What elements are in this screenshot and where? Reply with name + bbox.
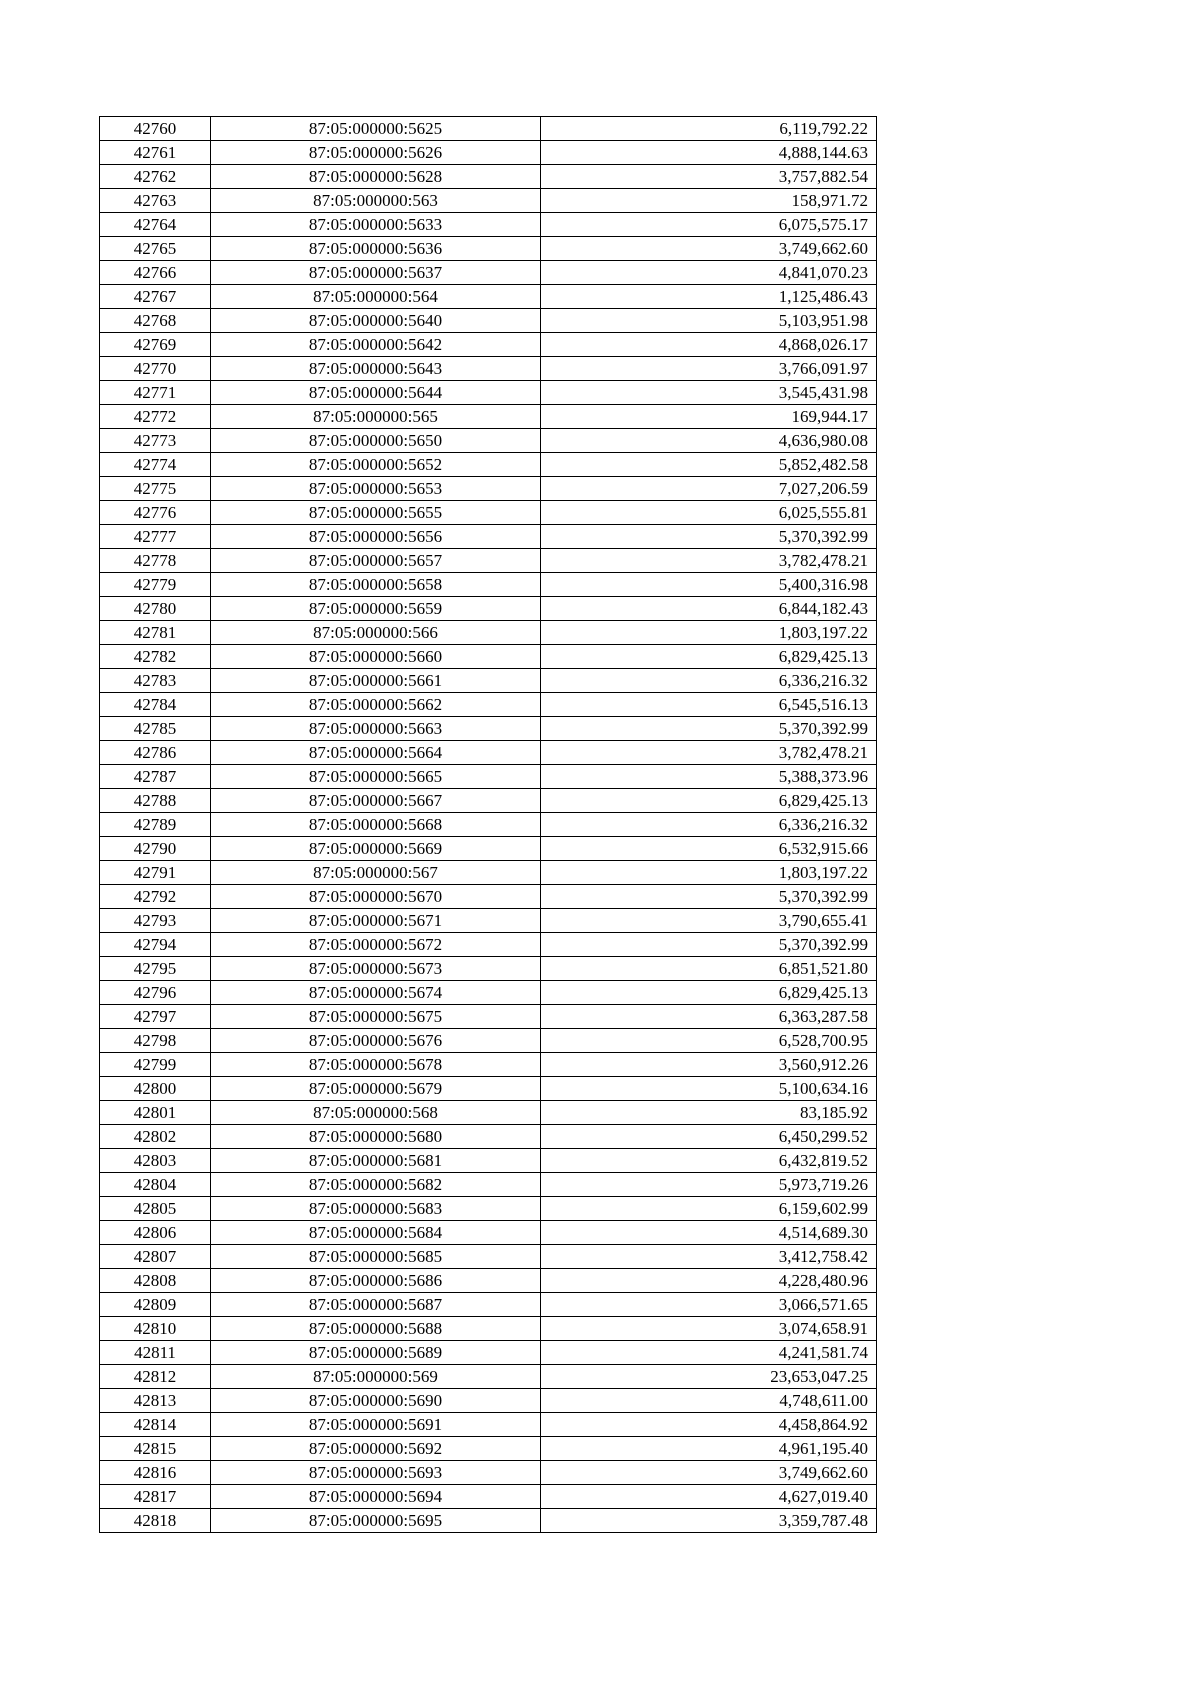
value-cell: 6,829,425.13: [541, 789, 877, 813]
row-number-cell: 42804: [100, 1173, 211, 1197]
cadastral-number-cell: 87:05:000000:5661: [211, 669, 541, 693]
value-cell: 5,388,373.96: [541, 765, 877, 789]
cadastral-number-cell: 87:05:000000:5658: [211, 573, 541, 597]
table-row: [100, 981, 877, 1005]
table-row: [100, 309, 877, 333]
value-cell: 4,888,144.63: [541, 141, 877, 165]
table-row: [100, 165, 877, 189]
cadastral-number-cell: 87:05:000000:5680: [211, 1125, 541, 1149]
row-number-cell: 42793: [100, 909, 211, 933]
value-cell: 4,868,026.17: [541, 333, 877, 357]
table-row: [100, 573, 877, 597]
table-row: [100, 741, 877, 765]
value-cell: 6,545,516.13: [541, 693, 877, 717]
cadastral-number-cell: 87:05:000000:564: [211, 285, 541, 309]
value-cell: 1,803,197.22: [541, 621, 877, 645]
row-number-cell: 42761: [100, 141, 211, 165]
cadastral-number-cell: 87:05:000000:5640: [211, 309, 541, 333]
table-row: [100, 549, 877, 573]
cadastral-number-cell: 87:05:000000:5692: [211, 1437, 541, 1461]
table-row: [100, 141, 877, 165]
table-row: [100, 1437, 877, 1461]
value-cell: 4,514,689.30: [541, 1221, 877, 1245]
value-cell: 4,841,070.23: [541, 261, 877, 285]
row-number-cell: 42802: [100, 1125, 211, 1149]
table-row: [100, 813, 877, 837]
cadastral-number-cell: 87:05:000000:5659: [211, 597, 541, 621]
value-cell: 4,241,581.74: [541, 1341, 877, 1365]
value-cell: 6,528,700.95: [541, 1029, 877, 1053]
value-cell: 6,844,182.43: [541, 597, 877, 621]
cadastral-number-cell: 87:05:000000:5682: [211, 1173, 541, 1197]
cadastral-number-cell: 87:05:000000:5663: [211, 717, 541, 741]
row-number-cell: 42769: [100, 333, 211, 357]
table-row: [100, 1197, 877, 1221]
value-cell: 5,400,316.98: [541, 573, 877, 597]
value-cell: 7,027,206.59: [541, 477, 877, 501]
table-row: [100, 669, 877, 693]
cadastral-number-cell: 87:05:000000:5642: [211, 333, 541, 357]
table-row: [100, 261, 877, 285]
cadastral-number-cell: 87:05:000000:567: [211, 861, 541, 885]
table-row: [100, 1341, 877, 1365]
row-number-cell: 42763: [100, 189, 211, 213]
table-row: [100, 357, 877, 381]
row-number-cell: 42800: [100, 1077, 211, 1101]
table-body: [100, 117, 877, 1533]
row-number-cell: 42772: [100, 405, 211, 429]
row-number-cell: 42801: [100, 1101, 211, 1125]
cadastral-number-cell: 87:05:000000:5691: [211, 1413, 541, 1437]
row-number-cell: 42787: [100, 765, 211, 789]
row-number-cell: 42816: [100, 1461, 211, 1485]
table-row: [100, 789, 877, 813]
cadastral-value-table: [99, 116, 877, 1533]
cadastral-number-cell: 87:05:000000:5633: [211, 213, 541, 237]
row-number-cell: 42768: [100, 309, 211, 333]
table-row: [100, 453, 877, 477]
cadastral-number-cell: 87:05:000000:5678: [211, 1053, 541, 1077]
table-row: [100, 525, 877, 549]
row-number-cell: 42783: [100, 669, 211, 693]
table-row: [100, 1461, 877, 1485]
value-cell: 3,790,655.41: [541, 909, 877, 933]
value-cell: 5,852,482.58: [541, 453, 877, 477]
value-cell: 3,545,431.98: [541, 381, 877, 405]
row-number-cell: 42811: [100, 1341, 211, 1365]
value-cell: 6,829,425.13: [541, 981, 877, 1005]
table-row: [100, 621, 877, 645]
cadastral-number-cell: 87:05:000000:5694: [211, 1485, 541, 1509]
table-row: [100, 1245, 877, 1269]
row-number-cell: 42779: [100, 573, 211, 597]
table-row: [100, 1485, 877, 1509]
row-number-cell: 42799: [100, 1053, 211, 1077]
row-number-cell: 42810: [100, 1317, 211, 1341]
value-cell: 6,829,425.13: [541, 645, 877, 669]
cadastral-number-cell: 87:05:000000:5671: [211, 909, 541, 933]
table-row: [100, 1053, 877, 1077]
cadastral-number-cell: 87:05:000000:5679: [211, 1077, 541, 1101]
value-cell: 158,971.72: [541, 189, 877, 213]
table-row: [100, 1149, 877, 1173]
row-number-cell: 42795: [100, 957, 211, 981]
value-cell: 83,185.92: [541, 1101, 877, 1125]
table-row: [100, 1269, 877, 1293]
table-row: [100, 501, 877, 525]
row-number-cell: 42791: [100, 861, 211, 885]
cadastral-number-cell: 87:05:000000:5652: [211, 453, 541, 477]
value-cell: 3,412,758.42: [541, 1245, 877, 1269]
table-row: [100, 1077, 877, 1101]
value-cell: 23,653,047.25: [541, 1365, 877, 1389]
cadastral-number-cell: 87:05:000000:563: [211, 189, 541, 213]
cadastral-number-cell: 87:05:000000:5664: [211, 741, 541, 765]
row-number-cell: 42808: [100, 1269, 211, 1293]
table-row: [100, 837, 877, 861]
value-cell: 3,066,571.65: [541, 1293, 877, 1317]
row-number-cell: 42771: [100, 381, 211, 405]
table-row: [100, 285, 877, 309]
cadastral-number-cell: 87:05:000000:5687: [211, 1293, 541, 1317]
row-number-cell: 42770: [100, 357, 211, 381]
row-number-cell: 42796: [100, 981, 211, 1005]
row-number-cell: 42785: [100, 717, 211, 741]
value-cell: 3,359,787.48: [541, 1509, 877, 1533]
table-row: [100, 405, 877, 429]
row-number-cell: 42809: [100, 1293, 211, 1317]
value-cell: 5,973,719.26: [541, 1173, 877, 1197]
value-cell: 5,370,392.99: [541, 525, 877, 549]
cadastral-number-cell: 87:05:000000:5665: [211, 765, 541, 789]
cadastral-number-cell: 87:05:000000:5628: [211, 165, 541, 189]
row-number-cell: 42790: [100, 837, 211, 861]
value-cell: 6,363,287.58: [541, 1005, 877, 1029]
row-number-cell: 42813: [100, 1389, 211, 1413]
table-row: [100, 1509, 877, 1533]
table-row: [100, 765, 877, 789]
row-number-cell: 42780: [100, 597, 211, 621]
row-number-cell: 42767: [100, 285, 211, 309]
cadastral-number-cell: 87:05:000000:5688: [211, 1317, 541, 1341]
value-cell: 6,432,819.52: [541, 1149, 877, 1173]
table-row: [100, 381, 877, 405]
table-row: [100, 1029, 877, 1053]
cadastral-number-cell: 87:05:000000:566: [211, 621, 541, 645]
row-number-cell: 42788: [100, 789, 211, 813]
table-row: [100, 477, 877, 501]
table-row: [100, 117, 877, 141]
value-cell: 1,803,197.22: [541, 861, 877, 885]
table-row: [100, 885, 877, 909]
value-cell: 6,532,915.66: [541, 837, 877, 861]
row-number-cell: 42776: [100, 501, 211, 525]
table-row: [100, 1005, 877, 1029]
table-row: [100, 237, 877, 261]
cadastral-number-cell: 87:05:000000:5695: [211, 1509, 541, 1533]
cadastral-number-cell: 87:05:000000:565: [211, 405, 541, 429]
table-row: [100, 693, 877, 717]
value-cell: 4,228,480.96: [541, 1269, 877, 1293]
row-number-cell: 42774: [100, 453, 211, 477]
value-cell: 3,749,662.60: [541, 237, 877, 261]
cadastral-number-cell: 87:05:000000:5693: [211, 1461, 541, 1485]
row-number-cell: 42806: [100, 1221, 211, 1245]
row-number-cell: 42794: [100, 933, 211, 957]
value-cell: 169,944.17: [541, 405, 877, 429]
value-cell: 4,458,864.92: [541, 1413, 877, 1437]
table-row: [100, 213, 877, 237]
value-cell: 6,851,521.80: [541, 957, 877, 981]
table-row: [100, 1413, 877, 1437]
cadastral-number-cell: 87:05:000000:5660: [211, 645, 541, 669]
table-row: [100, 1125, 877, 1149]
table-row: [100, 189, 877, 213]
cadastral-number-cell: 87:05:000000:5675: [211, 1005, 541, 1029]
cadastral-number-cell: 87:05:000000:5667: [211, 789, 541, 813]
value-cell: 6,075,575.17: [541, 213, 877, 237]
cadastral-number-cell: 87:05:000000:5668: [211, 813, 541, 837]
cadastral-number-cell: 87:05:000000:5670: [211, 885, 541, 909]
row-number-cell: 42762: [100, 165, 211, 189]
cadastral-number-cell: 87:05:000000:5683: [211, 1197, 541, 1221]
row-number-cell: 42781: [100, 621, 211, 645]
row-number-cell: 42782: [100, 645, 211, 669]
value-cell: 5,370,392.99: [541, 717, 877, 741]
cadastral-number-cell: 87:05:000000:5636: [211, 237, 541, 261]
row-number-cell: 42789: [100, 813, 211, 837]
value-cell: 4,748,611.00: [541, 1389, 877, 1413]
value-cell: 5,370,392.99: [541, 933, 877, 957]
cadastral-number-cell: 87:05:000000:5653: [211, 477, 541, 501]
row-number-cell: 42775: [100, 477, 211, 501]
row-number-cell: 42815: [100, 1437, 211, 1461]
cadastral-number-cell: 87:05:000000:568: [211, 1101, 541, 1125]
cadastral-number-cell: 87:05:000000:5650: [211, 429, 541, 453]
cadastral-number-cell: 87:05:000000:5626: [211, 141, 541, 165]
table-row: [100, 1293, 877, 1317]
value-cell: 4,961,195.40: [541, 1437, 877, 1461]
table-row: [100, 597, 877, 621]
row-number-cell: 42818: [100, 1509, 211, 1533]
value-cell: 4,636,980.08: [541, 429, 877, 453]
table-row: [100, 933, 877, 957]
table-row: [100, 957, 877, 981]
cadastral-number-cell: 87:05:000000:5657: [211, 549, 541, 573]
value-cell: 3,782,478.21: [541, 741, 877, 765]
cadastral-number-cell: 87:05:000000:569: [211, 1365, 541, 1389]
cadastral-number-cell: 87:05:000000:5669: [211, 837, 541, 861]
value-cell: 3,782,478.21: [541, 549, 877, 573]
cadastral-number-cell: 87:05:000000:5637: [211, 261, 541, 285]
value-cell: 5,370,392.99: [541, 885, 877, 909]
value-cell: 5,100,634.16: [541, 1077, 877, 1101]
value-cell: 5,103,951.98: [541, 309, 877, 333]
cadastral-number-cell: 87:05:000000:5676: [211, 1029, 541, 1053]
row-number-cell: 42778: [100, 549, 211, 573]
table-row: [100, 1365, 877, 1389]
value-cell: 4,627,019.40: [541, 1485, 877, 1509]
cadastral-number-cell: 87:05:000000:5672: [211, 933, 541, 957]
value-cell: 6,119,792.22: [541, 117, 877, 141]
cadastral-number-cell: 87:05:000000:5673: [211, 957, 541, 981]
row-number-cell: 42784: [100, 693, 211, 717]
value-cell: 1,125,486.43: [541, 285, 877, 309]
row-number-cell: 42797: [100, 1005, 211, 1029]
row-number-cell: 42805: [100, 1197, 211, 1221]
table-row: [100, 1317, 877, 1341]
cadastral-number-cell: 87:05:000000:5684: [211, 1221, 541, 1245]
row-number-cell: 42807: [100, 1245, 211, 1269]
value-cell: 6,336,216.32: [541, 669, 877, 693]
table-row: [100, 909, 877, 933]
cadastral-number-cell: 87:05:000000:5690: [211, 1389, 541, 1413]
cadastral-number-cell: 87:05:000000:5662: [211, 693, 541, 717]
table-row: [100, 861, 877, 885]
value-cell: 6,336,216.32: [541, 813, 877, 837]
value-cell: 6,025,555.81: [541, 501, 877, 525]
cadastral-number-cell: 87:05:000000:5643: [211, 357, 541, 381]
cadastral-number-cell: 87:05:000000:5656: [211, 525, 541, 549]
row-number-cell: 42777: [100, 525, 211, 549]
value-cell: 6,159,602.99: [541, 1197, 877, 1221]
row-number-cell: 42786: [100, 741, 211, 765]
cadastral-number-cell: 87:05:000000:5686: [211, 1269, 541, 1293]
table-row: [100, 1173, 877, 1197]
row-number-cell: 42766: [100, 261, 211, 285]
row-number-cell: 42817: [100, 1485, 211, 1509]
row-number-cell: 42792: [100, 885, 211, 909]
value-cell: 6,450,299.52: [541, 1125, 877, 1149]
value-cell: 3,757,882.54: [541, 165, 877, 189]
table-row: [100, 1221, 877, 1245]
cadastral-number-cell: 87:05:000000:5655: [211, 501, 541, 525]
cadastral-number-cell: 87:05:000000:5644: [211, 381, 541, 405]
row-number-cell: 42760: [100, 117, 211, 141]
value-cell: 3,560,912.26: [541, 1053, 877, 1077]
cadastral-number-cell: 87:05:000000:5681: [211, 1149, 541, 1173]
cadastral-number-cell: 87:05:000000:5685: [211, 1245, 541, 1269]
row-number-cell: 42765: [100, 237, 211, 261]
value-cell: 3,074,658.91: [541, 1317, 877, 1341]
table-row: [100, 429, 877, 453]
value-cell: 3,749,662.60: [541, 1461, 877, 1485]
value-cell: 3,766,091.97: [541, 357, 877, 381]
table-row: [100, 645, 877, 669]
cadastral-number-cell: 87:05:000000:5689: [211, 1341, 541, 1365]
row-number-cell: 42773: [100, 429, 211, 453]
table-row: [100, 1101, 877, 1125]
row-number-cell: 42803: [100, 1149, 211, 1173]
table-row: [100, 1389, 877, 1413]
row-number-cell: 42812: [100, 1365, 211, 1389]
row-number-cell: 42814: [100, 1413, 211, 1437]
table-row: [100, 717, 877, 741]
row-number-cell: 42798: [100, 1029, 211, 1053]
table-row: [100, 333, 877, 357]
cadastral-number-cell: 87:05:000000:5625: [211, 117, 541, 141]
cadastral-number-cell: 87:05:000000:5674: [211, 981, 541, 1005]
row-number-cell: 42764: [100, 213, 211, 237]
